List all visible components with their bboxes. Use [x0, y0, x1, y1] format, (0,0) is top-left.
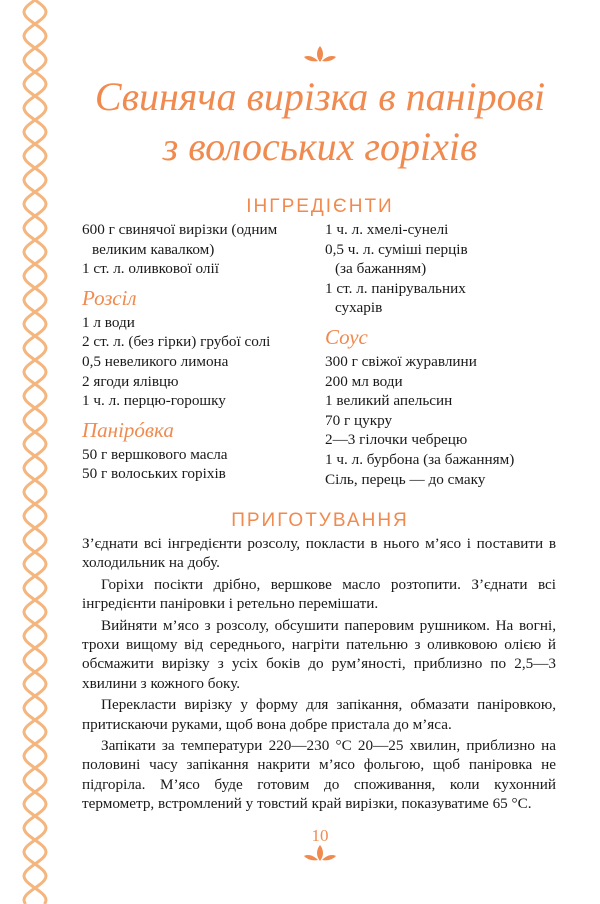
leaf-ornament-icon: [303, 843, 337, 863]
ingredient-line: (за бажанням): [335, 260, 427, 278]
preparation-heading: ПРИГОТУВАННЯ: [231, 510, 409, 531]
ingredient-line: 2 ст. л. (без гірки) грубої солі: [82, 333, 271, 351]
ingredients-right-column: [325, 220, 560, 489]
ingredient-line: 50 г вершкового масла: [82, 445, 228, 463]
sauce-subheading: Соус: [325, 324, 368, 349]
ingredient-line: 2 ягоди ялівцю: [82, 372, 179, 390]
ingredient-line: 200 мл води: [325, 372, 403, 390]
page-number: 10: [311, 826, 329, 845]
ingredient-line: 1 великий апельсин: [325, 392, 453, 410]
ingredients-heading: ІНГРЕДІЄНТИ: [246, 196, 394, 217]
recipe-title-line-1: Свиняча вирізка в панірові: [94, 74, 546, 119]
ingredient-line: 50 г волоських горіхів: [82, 465, 226, 483]
ingredient-line: 2—3 гілочки чебрецю: [325, 431, 468, 449]
decorative-border: [0, 0, 70, 904]
ingredient-line: 1 ст. л. оливкової олії: [82, 260, 219, 278]
preparation-step: Вийняти м’ясо з розсолу, обсушити паперовим рушником. На вогні, трохи вищому від середнього, нагріти пательню з оливковою олією й обсмажити вирізку з усіх боків до рум’яності, приблизно по 2,5—3 хвилини з кожного боку.: [82, 616, 556, 692]
leaf-ornament-icon: [303, 44, 337, 64]
ingredient-line: 1 ч. л. перцю-горошку: [82, 392, 226, 410]
ingredient-line: 1 ч. л. бурбона (за бажанням): [325, 450, 515, 468]
ingredient-line: 70 г цукру: [325, 411, 393, 429]
preparation-step: Горіхи посікти дрібно, вершкове масло розтопити. З’єднати всі інгредієнти паніровки і ретельно перемішати.: [82, 575, 556, 613]
brine-subheading: Розсіл: [82, 285, 137, 310]
ingredient-line: 1 ст. л. панірувальних: [325, 279, 466, 297]
recipe-title-line-2: з волоських горіхів: [162, 124, 478, 169]
ingredient-line: 600 г свинячої вирізки (одним: [82, 221, 278, 238]
ingredient-line: 1 л води: [82, 313, 135, 331]
ingredient-line: 0,5 ч. л. суміші перців: [325, 240, 468, 258]
preparation-text: [82, 534, 556, 814]
ingredient-line: великим кавалком): [92, 240, 215, 258]
preparation-step: З’єднати всі інгредієнти розсолу, покласти в нього м’ясо і поставити в холодильник на добу.: [82, 535, 556, 572]
breading-subheading: Панірóвка: [82, 417, 174, 442]
ingredient-line: Сіль, перець — до смаку: [325, 470, 486, 488]
ingredients-left-column: [82, 220, 322, 484]
preparation-step: Запікати за температури 220—230 °С 20—25 хвилин, приблизно на половині часу запікання накрити м’ясо фольгою, щоб паніровка не підгоріла. М’ясо буде готовим до споживання, коли кухонний термометр, встромлений у товстий край вирізки, показуватиме 65 °С.: [82, 737, 556, 813]
ingredient-line: сухарів: [335, 299, 383, 317]
ingredient-line: 0,5 невеликого лимона: [82, 352, 229, 370]
ingredient-line: 300 г свіжої журавлини: [325, 352, 477, 370]
ingredient-line: 1 ч. л. хмелі-сунелі: [325, 221, 449, 238]
preparation-step: Перекласти вирізку у форму для запікання, обмазати паніровкою, притискаючи руками, щоб вона добре пристала до м’яса.: [82, 696, 556, 733]
